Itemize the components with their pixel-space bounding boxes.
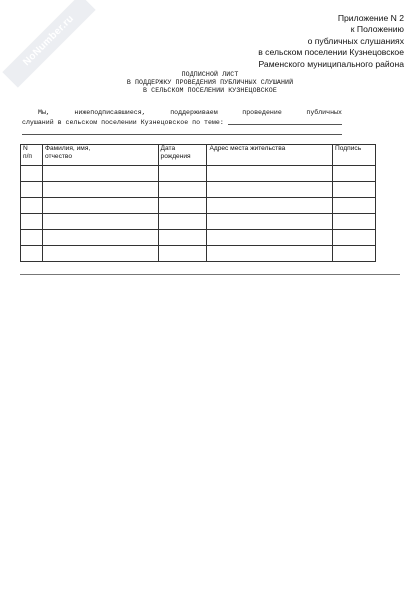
table-row: [21, 166, 376, 182]
intro-paragraph: [22, 108, 342, 135]
table-row: [21, 198, 376, 214]
table-cell: [21, 166, 43, 182]
table-cell: [333, 198, 376, 214]
table-cell: [21, 214, 43, 230]
table-cell: [333, 230, 376, 246]
table-cell: [333, 182, 376, 198]
header-number: N п/п: [21, 145, 43, 166]
table-cell: [42, 198, 158, 214]
table-cell: [158, 198, 207, 214]
table-cell: [21, 246, 43, 262]
table-cell: [21, 182, 43, 198]
intro-line-2-text: слушаний в сельском поселении Кузнецовское по теме:: [22, 118, 224, 126]
table-cell: [158, 166, 207, 182]
title-line: ПОДПИСНОЙ ЛИСТ: [181, 71, 239, 78]
table-cell: [158, 182, 207, 198]
appendix-line: к Положению: [350, 24, 404, 35]
intro-line-2: [22, 118, 342, 128]
table-row: [21, 182, 376, 198]
appendix-header: [258, 13, 404, 70]
table-header-row: [21, 145, 376, 166]
header-birth-date: Дата рождения: [158, 145, 207, 166]
table-row: [21, 230, 376, 246]
table-cell: [207, 246, 333, 262]
intro-word: проведение: [242, 109, 282, 116]
header-address: Адрес места жительства: [207, 145, 333, 166]
table-cell: [158, 246, 207, 262]
table-cell: [207, 166, 333, 182]
header-signature: Подпись: [333, 145, 376, 166]
intro-word: Мы,: [38, 109, 50, 116]
watermark-logo: NoNumber.ru: [2, 0, 95, 88]
title-line: В СЕЛЬСКОМ ПОСЕЛЕНИИ КУЗНЕЦОВСКОЕ: [143, 87, 277, 95]
table-cell: [333, 166, 376, 182]
topic-blank-line: [228, 118, 342, 126]
intro-word: публичных: [306, 109, 342, 116]
table-cell: [42, 246, 158, 262]
appendix-line: о публичных слушаниях: [307, 35, 404, 46]
intro-word: поддерживаем: [170, 109, 218, 116]
table-cell: [207, 214, 333, 230]
document-title: [0, 71, 420, 96]
table-cell: [42, 214, 158, 230]
table-cell: [333, 246, 376, 262]
table-row: [21, 246, 376, 262]
table-cell: [21, 198, 43, 214]
table-cell: [42, 182, 158, 198]
table-cell: [207, 230, 333, 246]
table-cell: [333, 214, 376, 230]
intro-word: нижеподписавшиеся,: [74, 109, 146, 116]
appendix-line: Раменского муниципального района: [258, 58, 404, 69]
table-row: [21, 214, 376, 230]
table-body: [21, 166, 376, 262]
topic-blank-line-2: [22, 127, 342, 135]
header-full-name: Фамилия, имя, отчество: [42, 145, 158, 166]
table-cell: [21, 230, 43, 246]
bottom-divider: [20, 274, 400, 275]
table-cell: [158, 214, 207, 230]
appendix-line: Приложение N 2: [337, 13, 404, 23]
appendix-line: в сельском поселении Кузнецовское: [258, 47, 404, 58]
table-cell: [42, 166, 158, 182]
table-cell: [158, 230, 207, 246]
title-line: В ПОДДЕРЖКУ ПРОВЕДЕНИЯ ПУБЛИЧНЫХ СЛУШАНИЙ: [126, 79, 294, 87]
signature-table: [20, 144, 376, 262]
table-cell: [207, 182, 333, 198]
table-cell: [207, 198, 333, 214]
intro-line-1: [22, 108, 342, 118]
table-cell: [42, 230, 158, 246]
